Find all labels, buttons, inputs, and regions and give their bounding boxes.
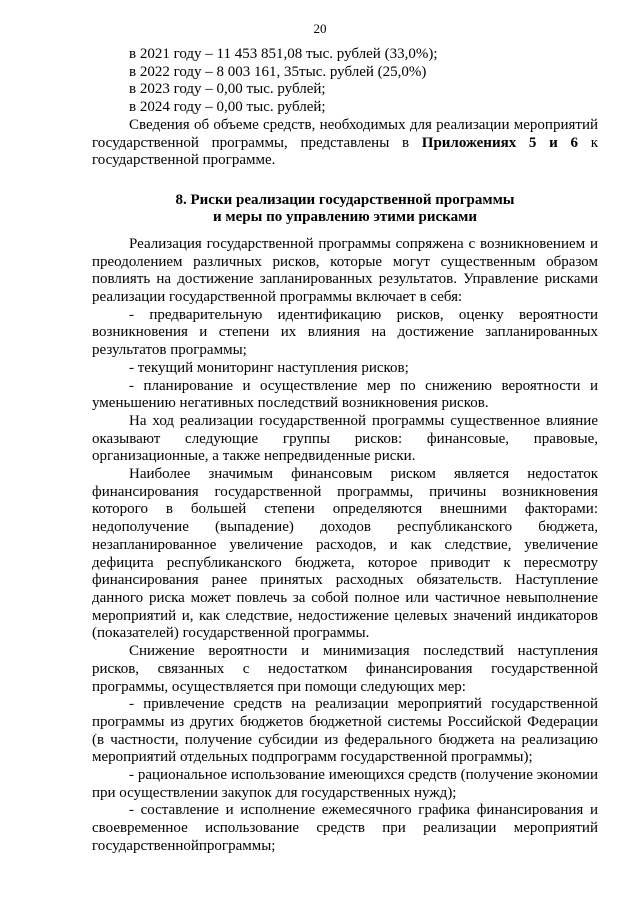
paragraph-risk-identification: - предварительную идентификацию рисков, оценку вероятности возникновения и степени их влияния на достижение запланированных результатов программы; xyxy=(92,306,598,359)
paragraph-risk-reduction-measures: Снижение вероятности и минимизация последствий наступления рисков, связанных с недостатком финансирования государственной программы, осуществляется при помощи следующих мер: xyxy=(92,643,598,695)
section-heading-line-1: 8. Риски реализации государственной программы xyxy=(175,191,515,208)
paragraph-measure-monthly-schedule: - составление и исполнение ежемесячного графика финансирования и своевременное использование средств при реализации мероприятий государственнойпрограммы; xyxy=(92,802,598,854)
paragraph-financial-risk: Наиболее значимым финансовым риском является недостаток финансирования государственной программы, причины возникновения которого в большей степени определяются внешними факторами: недополучение (выпадение) доходов республиканского бюджета, незапланированное увеличение расходов, и как следствие, увеличение дефицита республиканского бюджета, которое приводит к пересмотру финансирования ранее принятых расходных обязательств. Наступление данного риска может повлечь за собой полное или частичное невыполнение мероприятий и, как следствие, недостижение целевых значений индикаторов (показателей) государственной программы. xyxy=(92,466,598,642)
paragraph-risk-mitigation-planning: - планирование и осуществление мер по снижению вероятности и уменьшению негативных последствий возникновения рисков. xyxy=(92,377,598,412)
appendix-text-after: к государственной программе. xyxy=(92,134,598,169)
funding-year-2024: в 2024 году – 0,00 тыс. рублей; xyxy=(129,99,326,116)
paragraph-measure-rational-use: - рациональное использование имеющихся средств (получение экономии при осуществлении закупок для государственных нужд); xyxy=(92,767,598,801)
appendix-text-before: Сведения об объеме средств, необходимых для реализации мероприятий государственной программы, представлены в xyxy=(92,116,598,151)
appendix-reference-paragraph xyxy=(92,117,598,170)
funding-year-2022: в 2022 году – 8 003 161, 35тыс. рублей (25,0%) xyxy=(129,63,427,80)
funding-by-year-list xyxy=(92,46,598,117)
section-heading xyxy=(92,192,598,226)
funding-year-2023: в 2023 году – 0,00 тыс. рублей; xyxy=(129,81,326,98)
appendix-bold-ref: Приложениях 5 и 6 xyxy=(421,134,578,151)
paragraph-risk-monitoring: - текущий мониторинг наступления рисков; xyxy=(129,359,409,376)
paragraph-risk-intro: Реализация государственной программы сопряжена с возникновением и преодолением различных рисков, которые могут существенным образом повлиять на достижение запланированных результатов. Управление рисками реализации государственной программы включает в себя: xyxy=(92,235,598,306)
section-heading-line-2: и меры по управлению этими рисками xyxy=(213,208,477,225)
page-number: 20 xyxy=(313,21,327,36)
funding-year-2021: в 2021 году – 11 453 851,08 тыс. рублей (33,0%); xyxy=(129,46,438,62)
paragraph-risk-groups: На ход реализации государственной программы существенное влияние оказывают следующие группы рисков: финансовые, правовые, организационные, а также непредвиденные риски. xyxy=(92,412,598,465)
paragraph-measure-attract-funds: - привлечение средств на реализации мероприятий государственной программы из других бюджетов бюджетной системы Российской Федерации (в частности, получение субсидии из федерального бюджета на реализацию мероприятий отдельных подпрограмм государственной программы); xyxy=(92,696,598,766)
